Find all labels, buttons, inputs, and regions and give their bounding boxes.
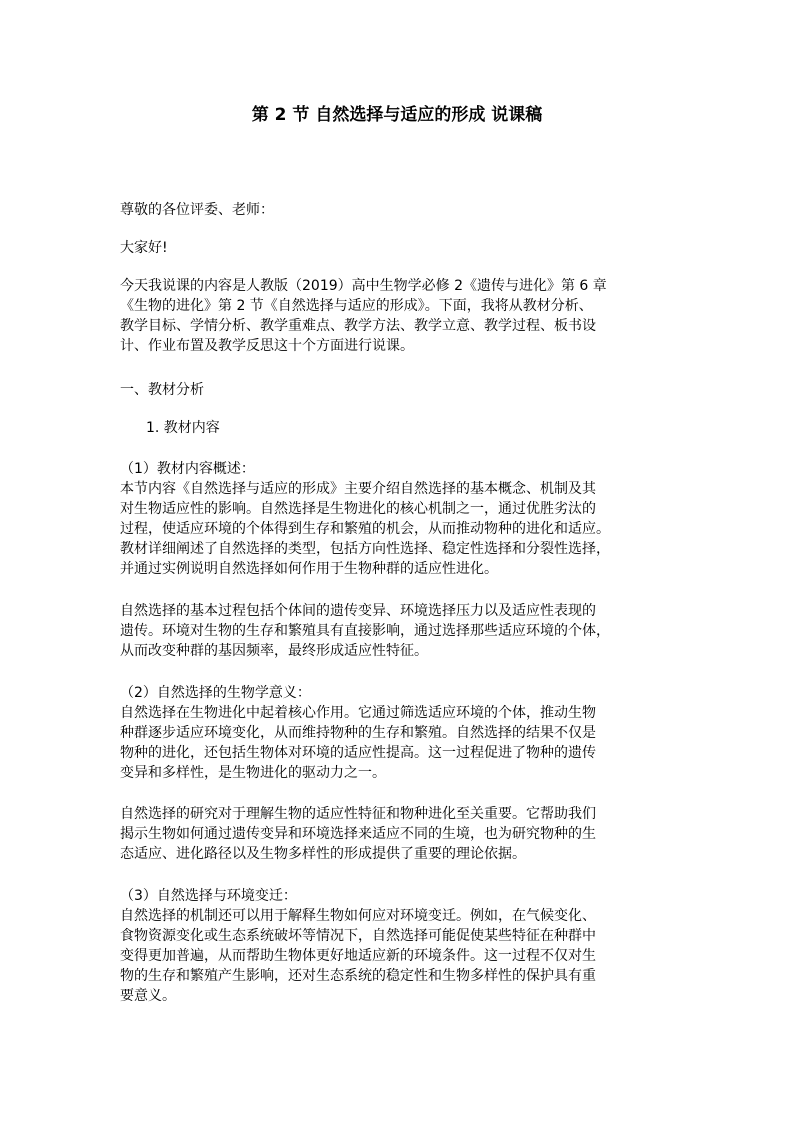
text-line: 变得更加普遍，从而帮助生物体更好地适应新的环境条件。这一过程不仅对生 <box>120 948 596 964</box>
text-line: 自然选择的研究对于理解生物的适应性特征和物种进化至关重要。它帮助我们 <box>120 806 596 822</box>
text-line: 本节内容《自然选择与适应的形成》主要介绍自然选择的基本概念、机制及其 <box>120 481 596 497</box>
part2-heading: （2）自然选择的生物学意义： <box>120 685 311 701</box>
text-line: 从而改变种群的基因频率，最终形成适应性特征。 <box>120 643 428 659</box>
part1-heading: （1）教材内容概述： <box>120 461 255 477</box>
text-line: 遗传。环境对生物的生存和繁殖具有直接影响，通过选择那些适应环境的个体， <box>120 623 610 639</box>
intro-paragraph <box>120 276 686 356</box>
section-heading: 一、教材分析 <box>120 382 204 398</box>
text-line: 要意义。 <box>120 988 176 1004</box>
text-line: 物种的进化，还包括生物体对环境的适应性提高。这一过程促进了物种的遗传 <box>120 745 596 761</box>
part2-paragraph-2 <box>120 804 686 864</box>
part1-paragraph-2 <box>120 601 686 661</box>
text-line: 物的生存和繁殖产生影响，还对生态系统的稳定性和生物多样性的保护具有重 <box>120 968 596 984</box>
text-line: 自然选择的基本过程包括个体间的遗传变异、环境选择压力以及适应性表现的 <box>120 603 596 619</box>
text-line: 教材详细阐述了自然选择的类型，包括方向性选择、稳定性选择和分裂性选择， <box>120 541 610 557</box>
text-line: 自然选择的机制还可以用于解释生物如何应对环境变迁。例如，在气候变化、 <box>120 908 596 924</box>
text-line: 自然选择在生物进化中起着核心作用。它通过筛选适应环境的个体，推动生物 <box>120 705 596 721</box>
text-line: 态适应、进化路径以及生物多样性的形成提供了重要的理论依据。 <box>120 846 526 862</box>
text-line: 食物资源变化或生态系统破坏等情况下，自然选择可能促使某些特征在种群中 <box>120 928 596 944</box>
part3-paragraph-1 <box>120 906 686 1006</box>
part3-heading: （3）自然选择与环境变迁： <box>120 888 297 904</box>
part2-paragraph-1 <box>120 703 686 783</box>
text-line: 并通过实例说明自然选择如何作用于生物种群的适应性进化。 <box>120 561 498 577</box>
text-line: 今天我说课的内容是人教版（2019）高中生物学必修 2《遗传与进化》第 6 章 <box>120 278 607 294</box>
text-line: 变异和多样性，是生物进化的驱动力之一。 <box>120 765 386 781</box>
hello: 大家好! <box>120 240 168 256</box>
document-title: 第 2 节 自然选择与适应的形成 说课稿 <box>251 105 543 125</box>
part1-paragraph-1 <box>120 479 686 579</box>
text-line: 对生物适应性的影响。自然选择是生物进化的核心机制之一，通过优胜劣汰的 <box>120 501 596 517</box>
subsection-heading: 1. 教材内容 <box>146 420 220 436</box>
text-line: 种群逐步适应环境变化，从而维持物种的生存和繁殖。自然选择的结果不仅是 <box>120 725 596 741</box>
text-line: 计、作业布置及教学反思这十个方面进行说课。 <box>120 338 414 354</box>
text-line: 《生物的进化》第 2 节《自然选择与适应的形成》。下面，我将从教材分析、 <box>120 298 593 314</box>
text-line: 过程，使适应环境的个体得到生存和繁殖的机会，从而推动物种的进化和适应。 <box>120 521 610 537</box>
greeting: 尊敬的各位评委、老师： <box>120 202 274 218</box>
text-line: 揭示生物如何通过遗传变异和环境选择来适应不同的生境，也为研究物种的生 <box>120 826 596 842</box>
text-line: 教学目标、学情分析、教学重难点、教学方法、教学立意、教学过程、板书设 <box>120 318 596 334</box>
